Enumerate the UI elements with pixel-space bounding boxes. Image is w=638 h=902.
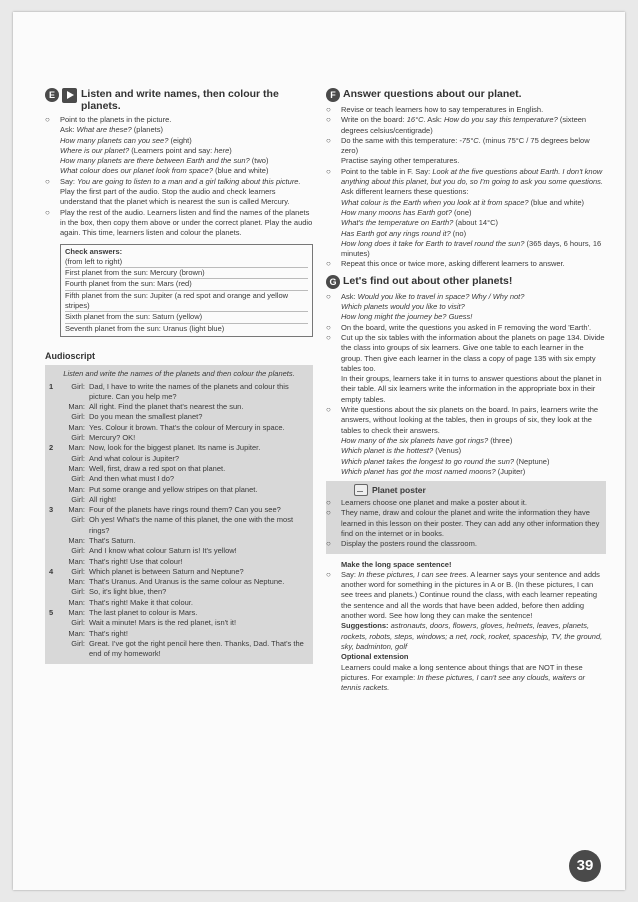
section-f-line: [341, 239, 606, 260]
section-f-title: Answer questions about our planet.: [343, 88, 522, 100]
line-text: (planets): [131, 125, 163, 135]
audioscript-line: [49, 577, 309, 587]
line-italic: How many planets can you see?: [60, 135, 169, 145]
check-answer-row: Fifth planet from the sun: Jupiter (a red spot and orange and yellow stripes): [65, 290, 308, 312]
section-f-items: [326, 105, 606, 270]
section-f-item: [326, 167, 606, 260]
line-number: 3: [49, 505, 54, 515]
section-g-line: [341, 467, 606, 477]
line-text: ): [229, 145, 232, 155]
section-g-line: [341, 333, 606, 374]
check-answer-row: Fourth planet from the sun: Mars (red): [65, 278, 308, 289]
dialogue-text: That's Saturn.: [89, 535, 136, 545]
optional-extension-text: [341, 663, 606, 694]
planet-poster-item: [326, 498, 602, 508]
section-e-line: [60, 136, 313, 146]
planet-poster-text: Learners choose one planet and make a poster about it.: [341, 498, 527, 508]
speaker: Girl:: [71, 566, 85, 576]
section-e-item: [45, 208, 313, 239]
audioscript-line: [49, 536, 309, 546]
line-text: (no): [450, 228, 467, 238]
line-italic: Which planet has got the most named moons?: [341, 466, 496, 476]
speaker: Girl:: [71, 453, 85, 463]
planet-poster-text: Display the posters round the classroom.: [341, 539, 477, 549]
line-text: Point to the planets in the picture.: [60, 115, 172, 124]
audioscript-line: [49, 474, 309, 484]
line-text: (blue and white): [213, 166, 269, 176]
audioscript-line: [49, 454, 309, 464]
line-text: Do the same with this temperature:: [341, 135, 460, 145]
speaker: Man:: [68, 556, 85, 566]
section-f-item: [326, 259, 606, 269]
check-answer-row: First planet from the sun: Mercury (brown): [65, 267, 308, 278]
planet-poster-item: [326, 508, 602, 539]
line-number: 2: [49, 443, 54, 453]
line-text: Repeat this once or twice more, asking different learners to answer.: [341, 259, 565, 269]
line-italic: Where is our planet?: [60, 145, 130, 155]
section-f-line: [341, 259, 606, 269]
dialogue-text: The last planet to colour is Mars.: [89, 608, 198, 618]
line-number: 5: [49, 608, 54, 618]
bullet-icon: ○: [326, 105, 331, 114]
dialogue-text: Put some orange and yellow stripes on that planet.: [89, 484, 258, 494]
bullet-icon: ○: [326, 166, 331, 176]
line-text: Play the rest of the audio. Learners listen and find the names of the planets in the box, then copy them above or under the correct planet. Play the audio again. This time, learners listen and colour the planets.: [60, 207, 313, 238]
section-g-line: [341, 446, 606, 456]
check-answer-row: Seventh planet from the sun: Uranus (light blue): [65, 323, 308, 334]
audioscript-line: [49, 495, 309, 505]
audioscript-line: [49, 557, 309, 567]
dialogue-text: And then what must I do?: [89, 474, 175, 484]
line-italic: Would you like to travel in space? Why / Why not?: [357, 291, 525, 301]
dialogue-text: Dad, I have to write the names of the planets and colour this picture. Can you help me?: [89, 381, 289, 401]
planet-poster-box: [326, 481, 606, 553]
dialogue-text: So, it's light blue, then?: [89, 587, 167, 597]
suggestions-label: Suggestions:: [341, 621, 391, 631]
section-g-item: [326, 405, 606, 477]
speaker: Girl:: [71, 381, 85, 391]
bullet-icon: ○: [326, 539, 331, 549]
line-text: (about 14°C): [453, 218, 499, 228]
line-text: (eight): [168, 135, 192, 145]
page: [13, 12, 625, 890]
line-italic: What colour is the Earth when you look at it from space?: [341, 197, 529, 207]
section-f-line: [341, 105, 606, 115]
play-audio-icon[interactable]: [62, 88, 77, 103]
right-column: [326, 88, 606, 693]
line-italic: How many planets are there between Earth and the sun?: [60, 156, 250, 166]
section-f-line: [341, 218, 606, 228]
section-g-line: [341, 302, 606, 312]
section-f-line: [341, 229, 606, 239]
dialogue-text: That's right! Use that colour!: [89, 556, 183, 566]
audioscript-line: [49, 598, 309, 608]
section-g-item: [326, 292, 606, 323]
dialogue-text: Oh yes! What's the name of this planet, the one with the most rings?: [89, 515, 294, 535]
speaker: Girl:: [71, 587, 85, 597]
line-italic: Look at the five questions about Earth. I don't know anything about this planet, but you do, so I'm going to ask you some questions.: [341, 166, 604, 187]
line-text: (sixteen degrees celsius/centigrade): [341, 115, 587, 135]
section-g-items: [326, 292, 606, 477]
section-e-line: [60, 156, 313, 166]
planet-poster-text: They name, draw and colour the planet and write the information they have learned in this lesson on their poster. They can add any other information they find on the internet or in books.: [341, 508, 600, 538]
poster-icon: [354, 484, 368, 496]
bullet-icon: ○: [45, 176, 50, 186]
optional-extension-body: Learners could make a long sentence about things that are NOT in these pictures. For example:: [341, 662, 583, 682]
bullet-icon: ○: [326, 115, 331, 125]
dialogue-text: Do you mean the smallest planet?: [89, 412, 203, 422]
line-text: Ask:: [60, 125, 77, 135]
optional-extension-title: Optional extension: [341, 652, 409, 662]
audioscript-line: [49, 639, 309, 660]
section-e-badge: E: [45, 88, 59, 102]
audioscript-line: [49, 464, 309, 474]
planet-poster-title: Planet poster: [372, 484, 426, 495]
dialogue-text: And what colour is Jupiter?: [89, 453, 180, 463]
bullet-icon: ○: [326, 135, 331, 145]
bullet-icon: ○: [326, 508, 331, 518]
check-answer-row: (from left to right): [65, 256, 123, 266]
audioscript-line: [49, 515, 309, 536]
audioscript-line: [49, 382, 309, 403]
dialogue-text: That's right! Make it that colour.: [89, 597, 193, 607]
section-e-item: [45, 115, 313, 177]
audioscript-line: [49, 618, 309, 628]
check-answers-box: [60, 244, 313, 337]
bullet-icon: ○: [326, 291, 331, 301]
speaker: Man:: [68, 443, 85, 453]
speaker: Girl:: [71, 618, 85, 628]
audioscript-line: [49, 505, 309, 515]
bullet-icon: ○: [326, 569, 331, 579]
audioscript-line: [49, 433, 309, 443]
line-text: . (minus 75°C / 75 degrees below zero): [341, 135, 590, 156]
speaker: Man:: [68, 505, 85, 515]
long-sentence-item: [326, 570, 606, 621]
long-sentence-section: [326, 560, 606, 694]
audioscript-line: [49, 587, 309, 597]
line-italic: You are going to listen to a man and a girl talking about this picture.: [77, 176, 301, 186]
audioscript-box: [45, 365, 313, 663]
section-f-line: [341, 167, 606, 188]
section-f-line: [341, 115, 606, 136]
section-f-badge: F: [326, 88, 340, 102]
section-g-title: Let's find out about other planets!: [343, 274, 513, 287]
line-text: Revise or teach learners how to say temperatures in English.: [341, 105, 544, 114]
bullet-icon: ○: [45, 207, 50, 217]
speaker: Girl:: [71, 546, 85, 556]
line-text: Practise saying other temperatures.: [341, 156, 460, 166]
speaker: Girl:: [71, 474, 85, 484]
speaker: Man:: [68, 463, 85, 473]
planet-poster-items: [326, 498, 602, 549]
section-f-line: [341, 136, 606, 157]
section-f-line: [341, 187, 606, 197]
section-f-line: [341, 156, 606, 166]
audioscript-title: Audioscript: [45, 350, 96, 361]
line-text: Say:: [60, 176, 78, 186]
section-f-item: [326, 115, 606, 136]
speaker: Girl:: [71, 412, 85, 422]
section-f-header: [326, 88, 606, 102]
speaker: Girl:: [71, 638, 85, 648]
line-italic: Has Earth got any rings round it?: [341, 228, 451, 238]
dialogue-text: Which planet is between Saturn and Neptune?: [89, 566, 244, 576]
line-italic: What are these?: [76, 125, 132, 135]
line-italic: How long might the journey be? Guess!: [341, 312, 473, 322]
speaker: Man:: [68, 597, 85, 607]
section-g-line: [341, 292, 606, 302]
section-e-line: [60, 115, 313, 125]
section-g-line: [341, 436, 606, 446]
speaker: Man:: [68, 402, 85, 412]
audioscript-line: [49, 629, 309, 639]
section-e-items: [45, 115, 313, 239]
long-sentence-body: A learner says your sentence and adds another word for something in the pictures in A or B. (In these pictures, I can see trees and planets.) Continue round the class, with each learner repeating the sentence and all the words that have been added, before then adding another word. See how long they can make the sentence!: [341, 569, 600, 621]
optional-extension-example: In these pictures, I can't see any clouds, waiters or tennis rackets.: [341, 672, 586, 693]
section-g-line: [341, 374, 606, 405]
dialogue-text: That's right!: [89, 628, 128, 638]
section-f-line: [341, 208, 606, 218]
line-text: Write questions about the six planets on the board. In pairs, learners write the answers, without looking at the tables, then in groups of six, they look at the tables to check their answers.: [341, 405, 599, 435]
bullet-icon: ○: [326, 322, 331, 332]
line-italic: What colour does our planet look from space?: [60, 166, 213, 176]
line-italic: How many of the six planets have got rings?: [341, 435, 489, 445]
left-column: [45, 88, 313, 664]
bullet-icon: ○: [45, 115, 50, 124]
line-text: (365 days, 6 hours, 16 minutes): [341, 238, 602, 259]
check-answers-rows: [65, 257, 308, 334]
section-g-item: [326, 323, 606, 333]
audioscript-line: [49, 443, 309, 453]
line-text: (three): [488, 435, 513, 445]
line-italic: How do you say this temperature?: [443, 115, 558, 125]
line-italic: How many moons has Earth got?: [341, 207, 452, 217]
section-g-line: [341, 323, 606, 333]
speaker: Man:: [68, 608, 85, 618]
line-italic: What's the temperature on Earth?: [341, 218, 454, 228]
line-text: Write on the board:: [341, 115, 407, 125]
audioscript-line: [49, 485, 309, 495]
line-italic: How long does it take for Earth to travel round the sun?: [341, 238, 525, 248]
speaker: Man:: [68, 577, 85, 587]
bullet-icon: ○: [326, 405, 331, 415]
section-g-line: [341, 457, 606, 467]
line-italic: Which planet takes the longest to go round the sun?: [341, 456, 515, 466]
speaker: Man:: [68, 484, 85, 494]
audioscript-lines: [49, 382, 309, 660]
section-g-line: [341, 405, 606, 436]
long-sentence-say-example: In these pictures, I can see trees.: [358, 569, 469, 579]
speaker: Girl:: [71, 515, 85, 525]
speaker: Girl:: [71, 433, 85, 443]
dialogue-text: Now, look for the biggest planet. Its name is Jupiter.: [89, 443, 261, 453]
section-e-line: [60, 125, 313, 135]
planet-poster-item: [326, 539, 602, 549]
line-italic: -75°C: [459, 135, 479, 145]
audioscript-line: [49, 546, 309, 556]
bullet-icon: ○: [326, 332, 331, 342]
speaker: Man:: [68, 628, 85, 638]
section-e-line: [60, 166, 313, 176]
line-text: Ask:: [341, 291, 358, 301]
line-text: (Jupiter): [495, 466, 526, 476]
section-e-line: [60, 187, 313, 208]
suggestions: [341, 621, 606, 652]
check-answer-row: Sixth planet from the sun: Saturn (yellow): [65, 311, 308, 322]
line-text: (Learners point and say:: [129, 145, 215, 155]
check-answers-title: Check answers:: [65, 246, 123, 256]
bullet-icon: ○: [326, 498, 331, 508]
audioscript-line: [49, 608, 309, 618]
audioscript-intro: Listen and write the names of the planets and then colour the planets.: [63, 369, 295, 379]
bullet-icon: ○: [326, 259, 331, 269]
dialogue-text: Well, first, draw a red spot on that planet.: [89, 463, 226, 473]
planet-poster-header: [354, 484, 602, 496]
audioscript-line: [49, 423, 309, 433]
section-g-header: [326, 275, 606, 289]
line-text: In their groups, learners take it in turns to answer questions about the planet in their table. All six learners write the information in the appropriate box in their empty tables.: [341, 374, 602, 404]
section-f-item: [326, 136, 606, 167]
dialogue-text: And I know what colour Saturn is! It's yellow!: [89, 546, 237, 556]
section-e-line: [60, 146, 313, 156]
line-number: 4: [49, 566, 54, 576]
page-number-badge: 39: [569, 850, 601, 882]
line-text: Ask different learners these questions:: [341, 187, 469, 197]
line-italic: Which planets would you like to visit?: [341, 302, 465, 312]
line-text: . Ask:: [423, 115, 444, 125]
line-text: (Neptune): [514, 456, 550, 466]
section-g-badge: G: [326, 275, 340, 289]
dialogue-text: Four of the planets have rings round them? Can you see?: [89, 505, 281, 515]
dialogue-text: Great. I've got the right pencil here then. Thanks, Dad. That's the end of my homework!: [89, 638, 304, 659]
section-f-item: [326, 105, 606, 115]
speaker: Man:: [68, 535, 85, 545]
dialogue-text: All right!: [89, 494, 117, 504]
line-italic: Which planet is the hottest?: [341, 446, 434, 456]
line-text: (one): [451, 207, 472, 217]
dialogue-text: Wait a minute! Mars is the red planet, isn't it!: [89, 618, 237, 628]
section-e-line: [60, 177, 313, 187]
dialogue-text: All right. Find the planet that's nearest the sun.: [89, 402, 244, 412]
dialogue-text: That's Uranus. And Uranus is the same colour as Neptune.: [89, 577, 285, 587]
line-text: (blue and white): [528, 197, 585, 207]
section-e-title: Listen and write names, then colour the planets.: [81, 88, 279, 112]
line-text: (two): [249, 156, 269, 166]
line-text: Point to the table in F. Say:: [341, 166, 433, 176]
long-sentence-title: Make the long space sentence!: [341, 559, 452, 569]
audioscript-line: [49, 412, 309, 422]
suggestions-text: astronauts, doors, flowers, gloves, helmets, leaves, planets, rockets, robots, steps, windows; a net, rock, rocket, spaceship, TV, the ground, sky, badminton, golf: [341, 621, 603, 651]
dialogue-text: Mercury? OK!: [89, 433, 136, 443]
section-e-item: [45, 177, 313, 208]
long-sentence-say: Say:: [341, 569, 359, 579]
line-text: Cut up the six tables with the information about the planets on page 134. Divide the class into groups of six learners. Give one table to each learner in the group. Then give each learner in the class a copy of page 135 with six empty tables too.: [341, 332, 605, 373]
line-number: 1: [49, 381, 54, 391]
speaker: Man:: [68, 422, 85, 432]
section-g-item: [326, 333, 606, 405]
dialogue-text: Yes. Colour it brown. That's the colour of Mercury in space.: [89, 422, 285, 432]
line-italic: 16°C: [406, 115, 424, 125]
line-text: (Venus): [433, 446, 462, 456]
line-italic: here: [214, 145, 230, 155]
section-g-line: [341, 312, 606, 322]
line-text: Play the first part of the audio. Stop the audio and check learners understand that the planet which is nearest the sun is called Mercury.: [60, 187, 290, 207]
line-text: On the board, write the questions you asked in F removing the word 'Earth'.: [341, 322, 592, 332]
section-e-header: [45, 88, 313, 112]
speaker: Girl:: [71, 494, 85, 504]
section-e-line: [60, 208, 313, 239]
audioscript-line: [49, 567, 309, 577]
section-f-line: [341, 198, 606, 208]
audioscript-line: [49, 402, 309, 412]
